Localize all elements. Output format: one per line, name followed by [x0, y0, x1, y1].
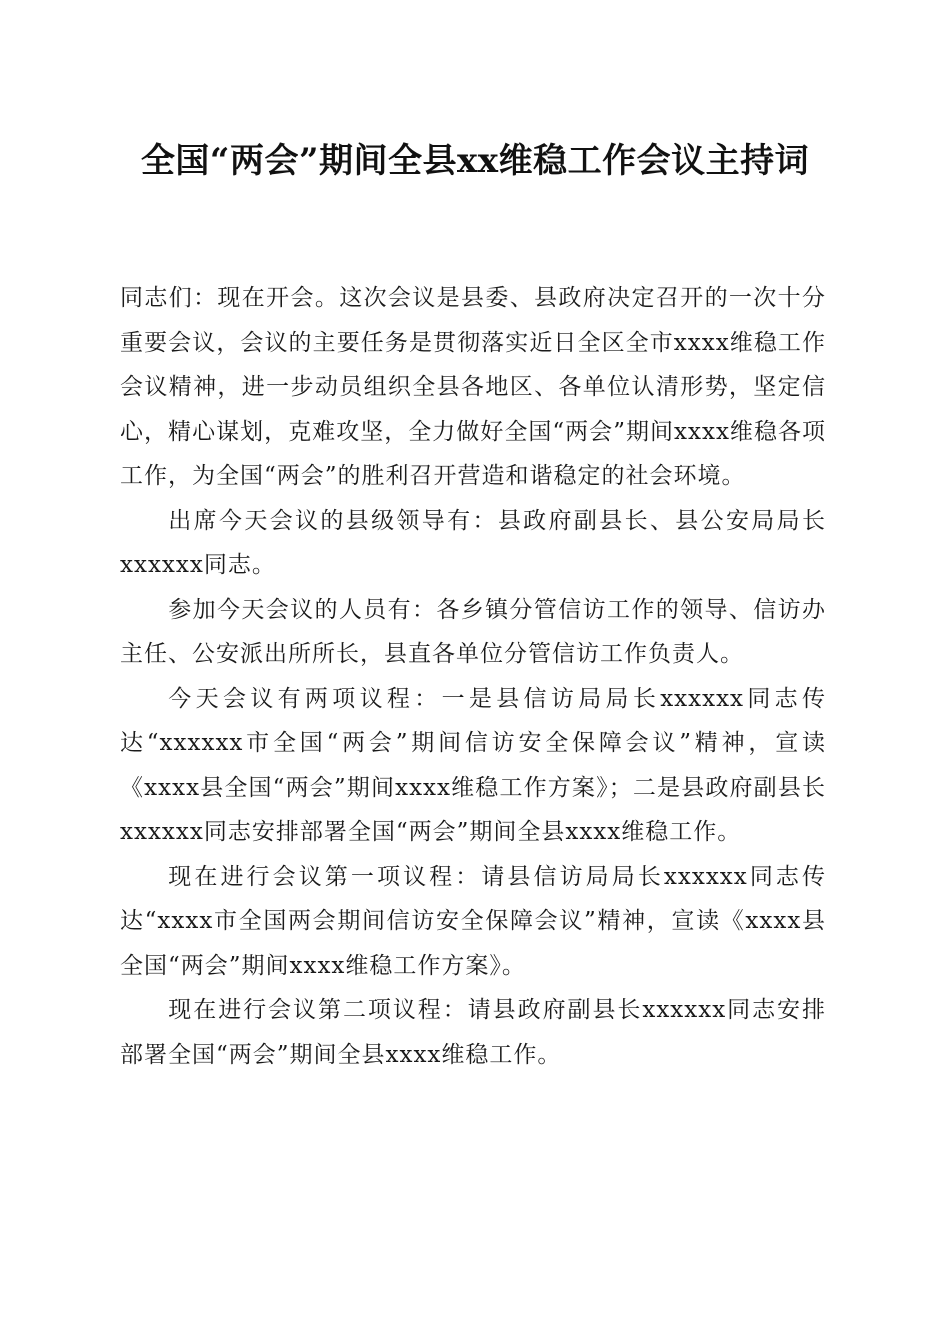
paragraph-agenda-item-two: 现在进行会议第二项议程：请县政府副县长xxxxxx同志安排部署全国“两会”期间全县xxxx维稳工作。 [120, 997, 826, 1068]
paragraph-opening: 同志们：现在开会。这次会议是县委、县政府决定召开的一次十分重要会议，会议的主要任务是贯彻落实近日全区全市xxxx维稳工作会议精神，进一步动员组织全县各地区、各单位认清形势，坚定信心，精心谋划，克难攻坚，全力做好全国“两会”期间xxxx维稳各项工作，为全国“两会”的胜利召开营造和谐稳定的社会环境。 [120, 285, 826, 489]
paragraph-agenda-item-one: 现在进行会议第一项议程：请县信访局局长xxxxxx同志传达“xxxx市全国两会期间信访安全保障会议”精神，宣读《xxxx县全国“两会”期间xxxx维稳工作方案》。 [120, 863, 826, 979]
paragraph-agenda: 今天会议有两项议程：一是县信访局局长xxxxxx同志传达“xxxxxx市全国“两会”期间信访安全保障会议”精神，宣读《xxxx县全国“两会”期间xxxx维稳工作方案》；二是县政府副县长xxxxxx同志安排部署全国“两会”期间全县xxxx维稳工作。 [120, 685, 826, 845]
paragraph-participants: 参加今天会议的人员有：各乡镇分管信访工作的领导、信访办主任、公安派出所所长，县直各单位分管信访工作负责人。 [120, 596, 826, 667]
document-body [120, 276, 826, 1077]
document-title: 全国“两会”期间全县xx维稳工作会议主持词 [140, 141, 810, 181]
paragraph-attending-leaders: 出席今天会议的县级领导有：县政府副县长、县公安局局长xxxxxx同志。 [120, 507, 826, 578]
